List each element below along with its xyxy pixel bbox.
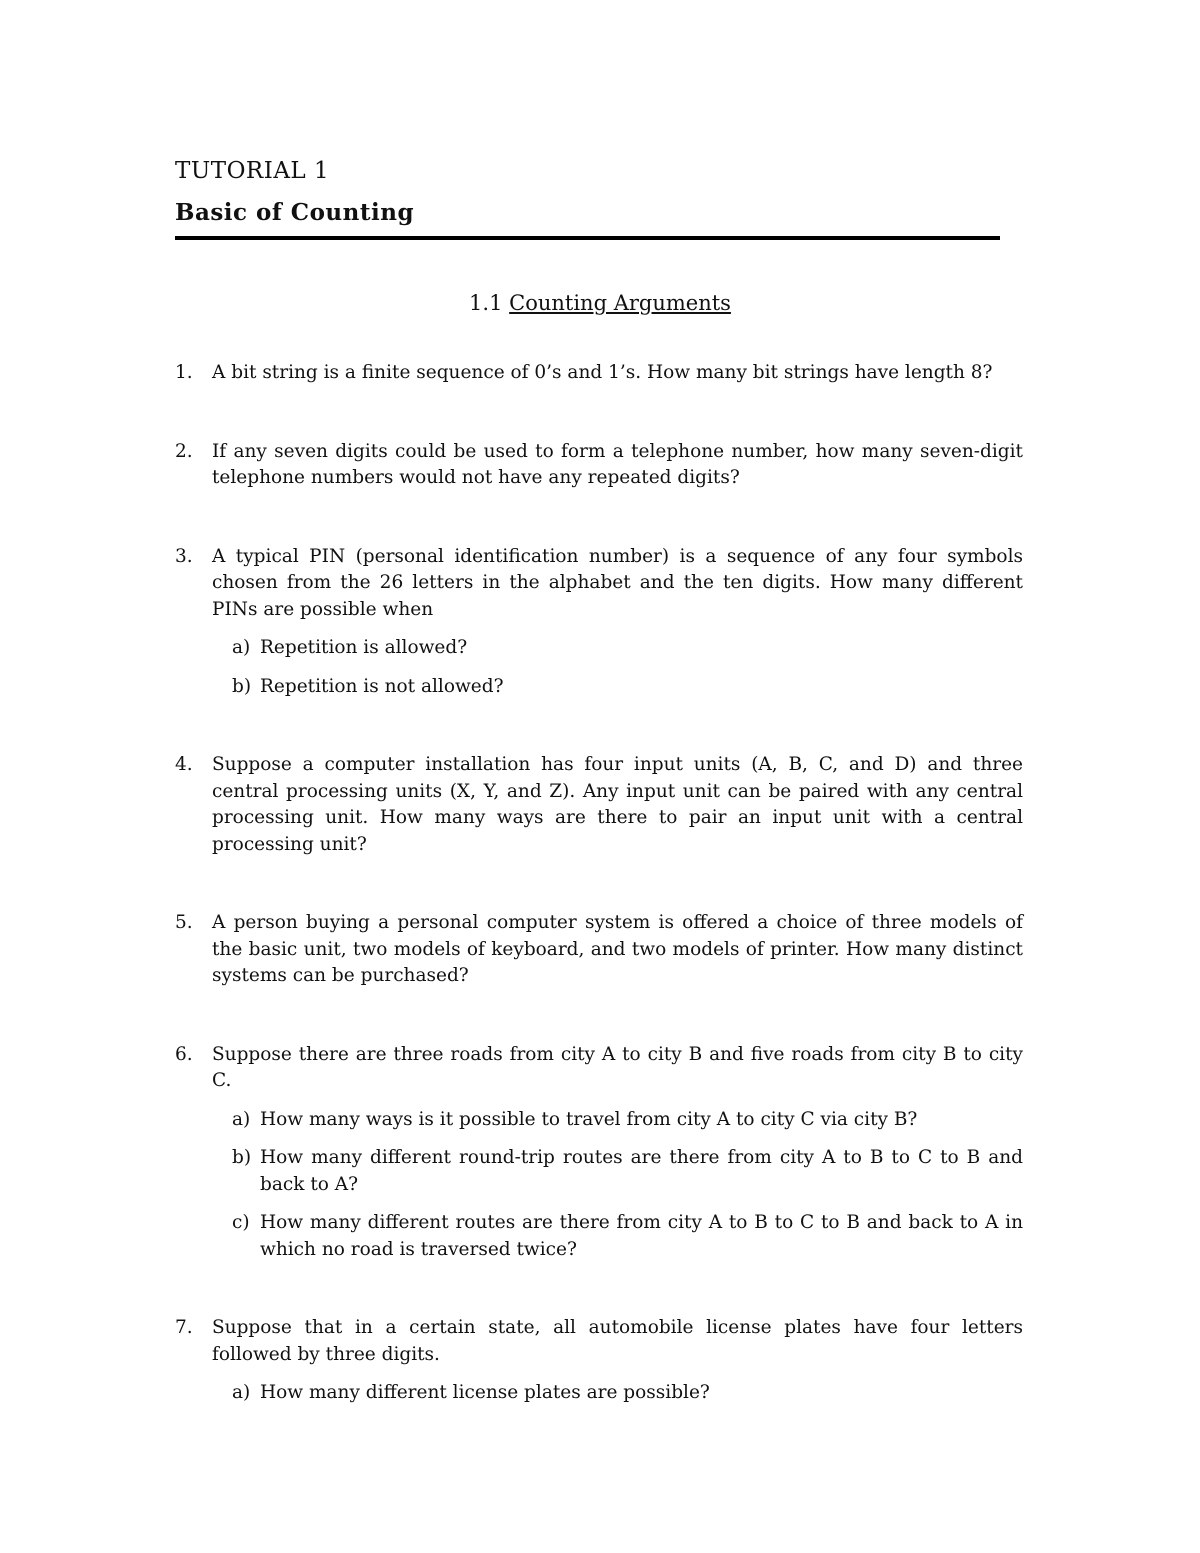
question-number: 3.: [175, 545, 193, 567]
subquestion-3b: [212, 674, 1023, 701]
document-subtitle: Basic of Counting: [175, 199, 415, 226]
question-text: A person buying a personal computer system is offered a choice of three models of the basic unit, two models of keyboard, and two models of printer. How many distinct systems can be purchased?: [212, 912, 1023, 986]
subquestion-letter: c): [232, 1212, 250, 1233]
subquestion-letter: b): [232, 675, 252, 697]
subquestion-text: How many different round-trip routes are there from city A to B to C to B and back to A?: [260, 1147, 1023, 1195]
question-7: [175, 1315, 1023, 1407]
subquestion-6a: [212, 1107, 1023, 1134]
subquestion-list: [212, 1380, 1023, 1407]
document-page: [175, 150, 1025, 1407]
question-3: [175, 544, 1023, 701]
question-number: 4.: [175, 754, 193, 775]
subquestion-7a: [212, 1380, 1023, 1407]
subquestion-letter: a): [232, 1108, 251, 1130]
question-number: 7.: [175, 1317, 193, 1338]
question-text: A typical PIN (personal identification number) is a sequence of any four symbols chosen from the 26 letters in the alphabet and the ten digits. How many different PINs are possible when: [212, 545, 1023, 620]
subquestion-6c: [212, 1210, 1023, 1263]
subquestion-text: How many ways is it possible to travel from city A to city C via city B?: [260, 1108, 918, 1130]
subquestion-3a: [212, 635, 1023, 662]
subquestion-list: [212, 635, 1023, 700]
title-divider: [175, 236, 1000, 240]
question-number: 6.: [175, 1043, 193, 1065]
subquestion-text: Repetition is not allowed?: [260, 675, 504, 697]
section-title: Counting Arguments: [509, 291, 731, 315]
subquestion-text: How many different routes are there from city A to B to C to B and back to A in which no road is traversed twice?: [260, 1212, 1023, 1260]
question-number: 2.: [175, 440, 193, 462]
subquestion-text: Repetition is allowed?: [260, 637, 468, 658]
section-number: 1.1: [469, 291, 503, 315]
question-text: If any seven digits could be used to form a telephone number, how many seven-digit telephone numbers would not have any repeated digits?: [212, 440, 1023, 488]
subquestion-letter: a): [232, 637, 251, 658]
question-2: [175, 439, 1023, 492]
question-number: 5.: [175, 912, 193, 933]
question-text: Suppose that in a certain state, all automobile license plates have four letters followed by three digits.: [212, 1317, 1023, 1365]
question-list: [175, 360, 1023, 1407]
question-text: Suppose there are three roads from city A to city B and five roads from city B to city C.: [212, 1043, 1023, 1091]
subquestion-text: How many different license plates are possible?: [260, 1382, 710, 1403]
subquestion-letter: a): [232, 1382, 251, 1403]
section-heading: [175, 288, 1025, 318]
question-6: [175, 1042, 1023, 1264]
document-title: TUTORIAL 1: [175, 158, 330, 184]
question-number: 1.: [175, 362, 193, 383]
question-text: A bit string is a finite sequence of 0’s and 1’s. How many bit strings have length 8?: [212, 362, 993, 383]
question-4: [175, 752, 1023, 858]
subquestion-6b: [212, 1145, 1023, 1198]
question-5: [175, 910, 1023, 990]
subquestion-letter: b): [232, 1147, 252, 1168]
question-1: [175, 360, 1023, 387]
subquestion-list: [212, 1107, 1023, 1264]
question-text: Suppose a computer installation has four input units (A, B, C, and D) and three central processing units (X, Y, and Z). Any input unit can be paired with any central processing unit. How many ways are there to pair an input unit with a central processing unit?: [212, 754, 1023, 855]
